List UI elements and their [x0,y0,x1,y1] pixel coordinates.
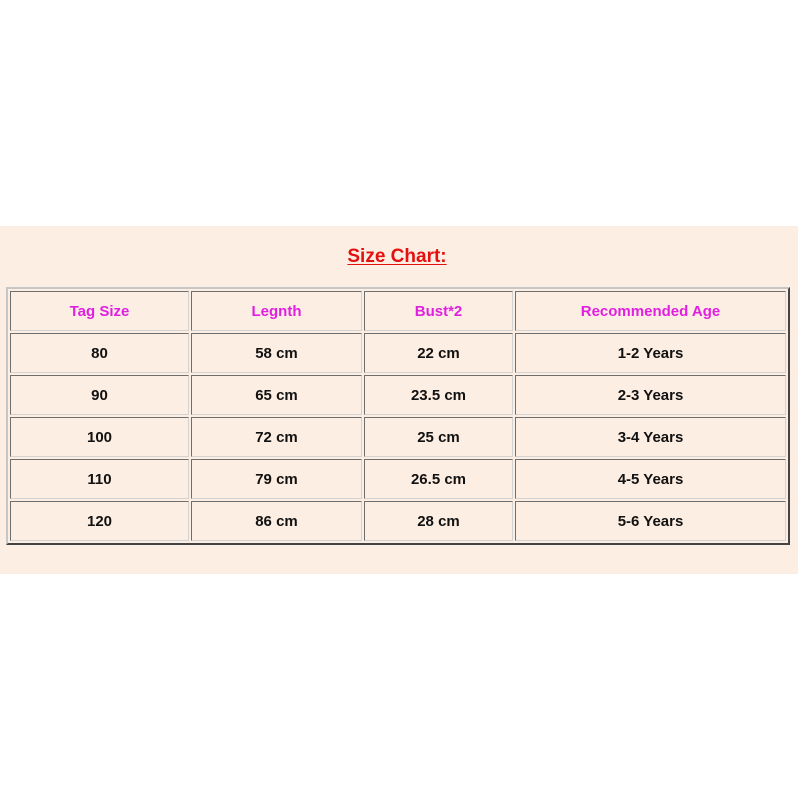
cell-length: 58 cm [191,333,362,373]
cell-bust: 22 cm [364,333,513,373]
cell-tag-size: 120 [10,501,189,541]
cell-bust: 28 cm [364,501,513,541]
size-chart-panel [0,226,798,574]
table-row [10,501,786,541]
cell-age: 2-3 Years [515,375,786,415]
table-header-row [10,291,786,331]
cell-age: 1-2 Years [515,333,786,373]
cell-tag-size: 110 [10,459,189,499]
table-row [10,459,786,499]
cell-bust: 23.5 cm [364,375,513,415]
cell-bust: 25 cm [364,417,513,457]
cell-tag-size: 100 [10,417,189,457]
cell-length: 79 cm [191,459,362,499]
header-recommended-age: Recommended Age [515,291,786,331]
header-tag-size: Tag Size [10,291,189,331]
size-chart-title: Size Chart: [347,246,447,267]
header-length: Legnth [191,291,362,331]
cell-length: 65 cm [191,375,362,415]
table-row [10,375,786,415]
cell-bust: 26.5 cm [364,459,513,499]
cell-age: 5-6 Years [515,501,786,541]
table-row [10,417,786,457]
size-chart-table [6,287,790,545]
cell-age: 3-4 Years [515,417,786,457]
cell-tag-size: 80 [10,333,189,373]
cell-length: 86 cm [191,501,362,541]
table-row [10,333,786,373]
cell-age: 4-5 Years [515,459,786,499]
cell-length: 72 cm [191,417,362,457]
header-bust: Bust*2 [364,291,513,331]
cell-tag-size: 90 [10,375,189,415]
